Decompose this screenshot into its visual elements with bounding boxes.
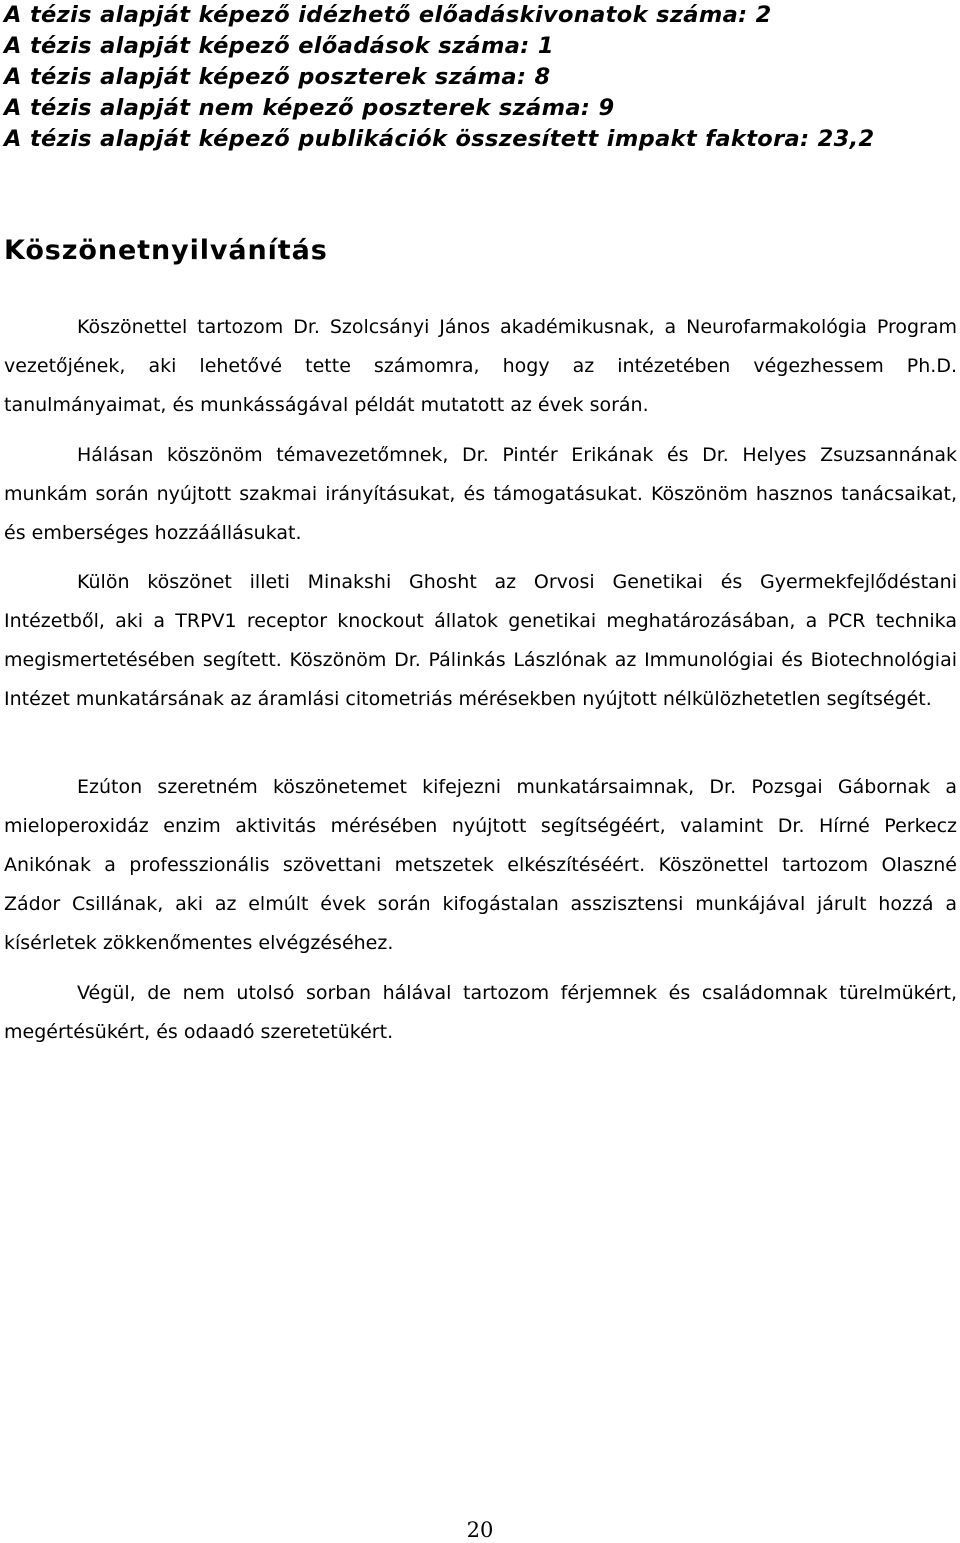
paragraph-3 [4,563,957,719]
stat-impact-factor: A tézis alapját képező publikációk összesített impakt faktora: 23,2 [4,126,875,152]
stat-other-posters: A tézis alapját nem képező poszterek száma: 9 [4,95,615,121]
paragraph-1 [4,308,957,425]
page-number: 20 [466,1518,494,1542]
paragraph-5-text: Végül, de nem utolsó sorban hálával tartozom férjemnek és családomnak türelmükért, megértésükért, és odaadó szeretetükért. [4,982,957,1043]
paragraph-1-text: Köszönettel tartozom Dr. Szolcsányi János akadémikusnak, a Neurofarmakológia Program vezetőjének, aki lehetővé tette számomra, hogy az intézetében végezhessem Ph.D. tanulmányaimat, és munkásságával példát mutatott az évek során. [4,316,957,416]
thesis-statistics [4,0,954,155]
section-title: Köszönetnyilvánítás [4,235,328,266]
paragraph-4 [4,768,957,963]
paragraph-5 [4,974,957,1052]
paragraph-2 [4,436,957,553]
stat-abstracts: A tézis alapját képező idézhető előadáskivonatok száma: 2 [4,2,772,28]
paragraph-4-text: Ezúton szeretném köszönetemet kifejezni munkatársaimnak, Dr. Pozsgai Gábornak a mieloperoxidáz enzim aktivitás mérésében nyújtott segítségéért, valamint Dr. Hírné Perkecz Anikónak a professzionális szövettani metszetek elkészítéséért. Köszönettel tartozom Olaszné Zádor Csillának, aki az elmúlt évek során kifogástalan asszisztensi munkájával járult hozzá a kísérletek zökkenőmentes elvégzéséhez. [4,776,957,954]
stat-lectures: A tézis alapját képező előadások száma: 1 [4,33,554,59]
stat-posters: A tézis alapját képező poszterek száma: 8 [4,64,551,90]
paragraph-2-text: Hálásan köszönöm témavezetőmnek, Dr. Pintér Erikának és Dr. Helyes Zsuzsannának munkám során nyújtott szakmai irányításukat, és támogatásukat. Köszönöm hasznos tanácsaikat, és emberséges hozzáállásukat. [4,444,957,544]
paragraph-3-text: Külön köszönet illeti Minakshi Ghosht az Orvosi Genetikai és Gyermekfejlődéstani Intézetből, aki a TRPV1 receptor knockout állatok genetikai meghatározásában, a PCR technika megismertetésében segített. Köszönöm Dr. Pálinkás Lászlónak az Immunológiai és Biotechnológiai Intézet munkatársának az áramlási citometriás mérésekben nyújtott nélkülözhetetlen segítségét. [4,571,957,710]
